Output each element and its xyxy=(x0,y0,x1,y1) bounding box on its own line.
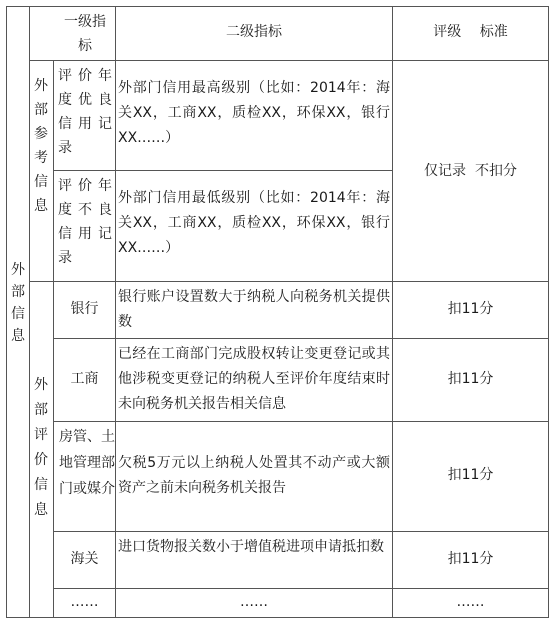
ref-row-indicator: 评价年度优良信用记录 xyxy=(58,68,112,156)
ellipsis-standard: …… xyxy=(456,594,485,610)
ref-row-description: 外部门信用最低级别（比如：2014年：海关XX，工商XX，质检XX，环保XX，银行XX……） xyxy=(118,190,390,256)
eval-row-description: 银行账户设置数大于纳税人向税务机关提供数 xyxy=(118,289,390,330)
eval-row-description: 已经在工商部门完成股权转让变更登记或其他涉税变更登记的纳税人至评价年度结束时未向税务机关报告相关信息 xyxy=(118,346,390,412)
ellipsis-indicator: …… xyxy=(70,594,99,610)
eval-row-description: 欠税5万元以上纳税人处置其不动产或大额资产之前未向税务机关报告 xyxy=(118,455,390,496)
header-level2: 二级指标 xyxy=(226,24,282,40)
eval-info-label: 外部评价信息 xyxy=(34,377,48,518)
ref-row-description: 外部门信用最高级别（比如：2014年：海关XX，工商XX，质检XX，环保XX，银行XX……） xyxy=(118,80,390,146)
outer-info-label: 外部信息 xyxy=(11,262,25,344)
eval-row-standard: 扣11分 xyxy=(447,301,494,317)
eval-row-description: 进口货物报关数小于增值税进项申请抵扣数 xyxy=(118,539,384,555)
header-level1: 一级指标 xyxy=(64,14,106,54)
eval-row-standard: 扣11分 xyxy=(447,551,494,567)
eval-row-indicator: 工商 xyxy=(70,371,99,387)
eval-row-indicator: 银行 xyxy=(70,301,99,317)
eval-row-indicator: 房管、土地管理部门或媒介 xyxy=(59,429,115,497)
ref-standard: 仅记录 不扣分 xyxy=(424,163,517,179)
ref-info-label: 外部参考信息 xyxy=(34,78,48,214)
ellipsis-description: …… xyxy=(240,594,268,610)
header-rating-standard: 评级 标准 xyxy=(433,24,508,40)
eval-row-standard: 扣11分 xyxy=(447,371,494,387)
eval-row-indicator: 海关 xyxy=(70,551,99,567)
eval-row-standard: 扣11分 xyxy=(447,467,494,483)
ref-row-indicator: 评价年度不良信用记录 xyxy=(58,178,112,266)
